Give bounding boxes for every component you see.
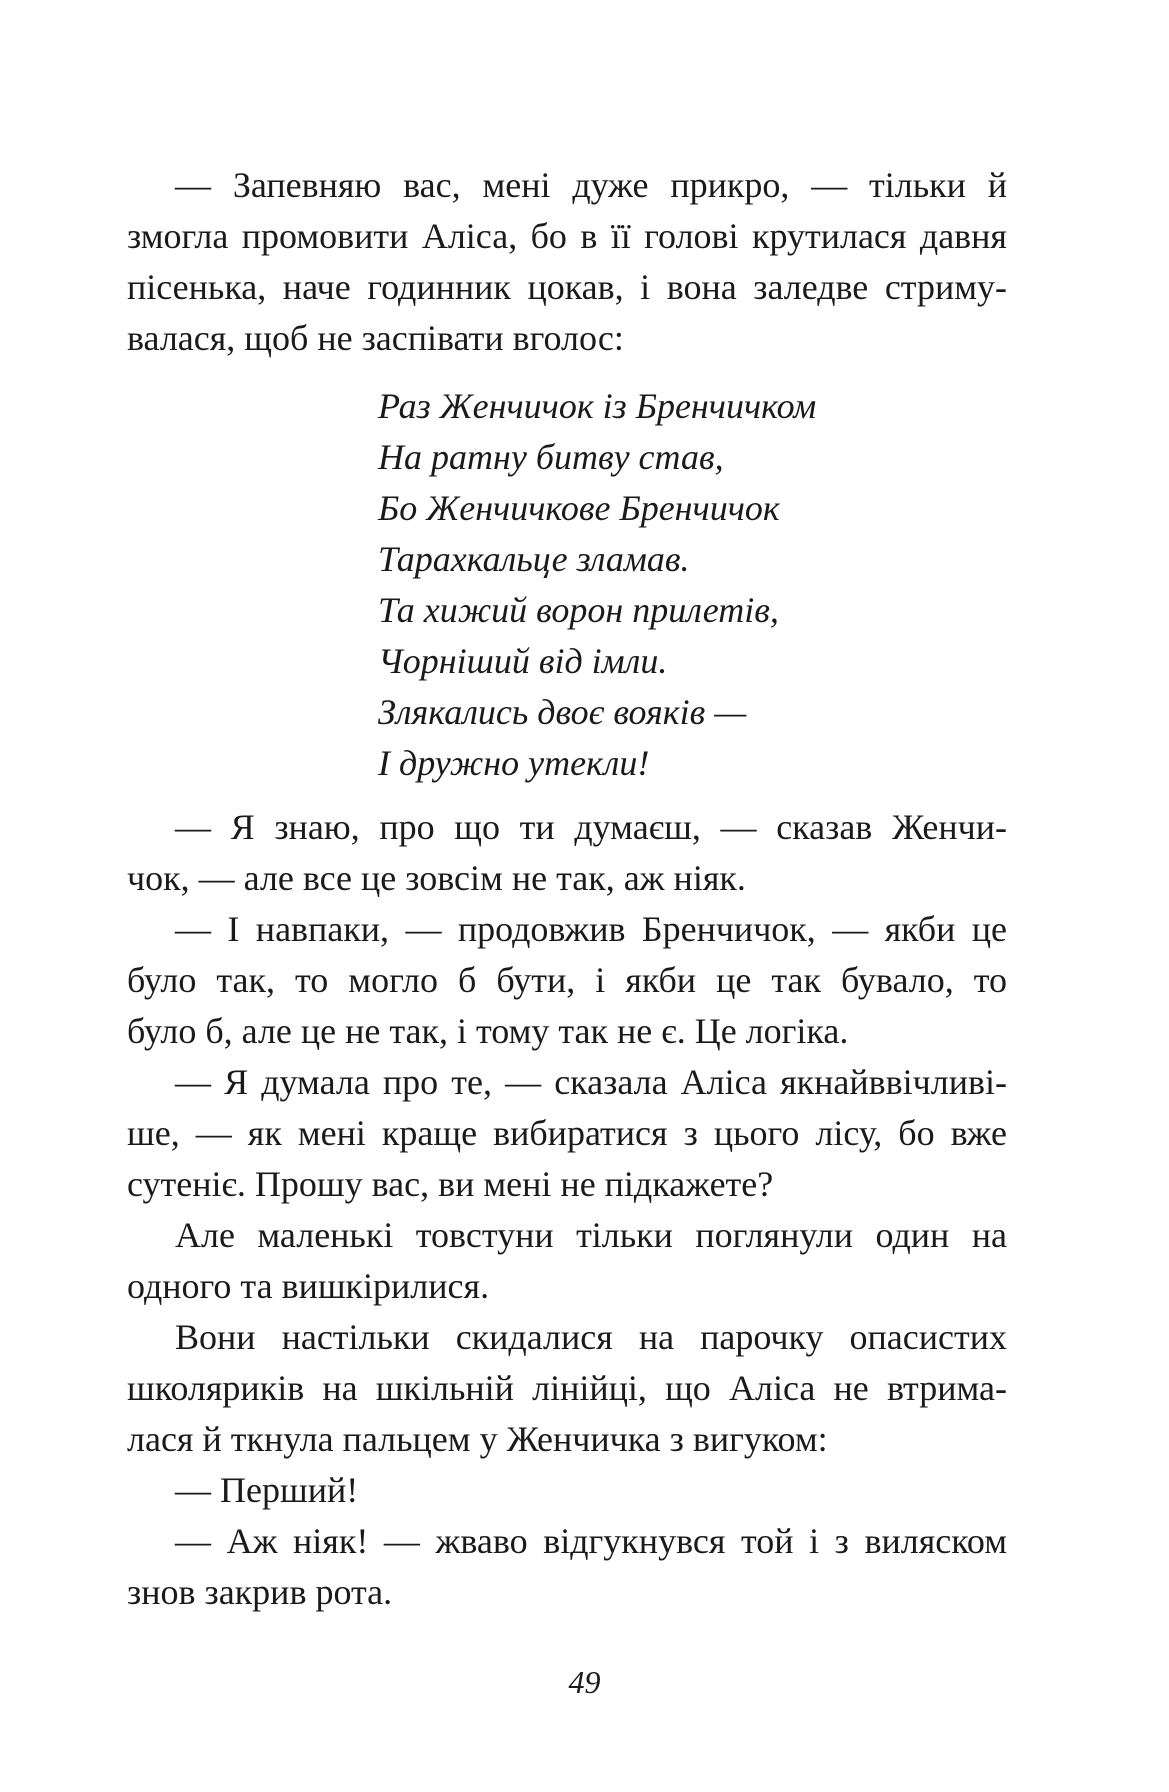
text-line: — Я знаю, про що ти думаєш, — сказав Женчи- bbox=[175, 807, 1007, 847]
text-line: сутеніє. Прошу вас, ви мені не підкажете? bbox=[127, 1164, 774, 1204]
text-line: валася, щоб не заспівати вголос: bbox=[127, 318, 624, 358]
text-line: пісенька, наче годинник цокав, і вона заледве стриму- bbox=[127, 267, 1007, 307]
text-line: — Перший! bbox=[175, 1470, 359, 1510]
poem-line: На ратну битву став, bbox=[378, 437, 724, 477]
paragraph-2 bbox=[127, 802, 1007, 904]
paragraph-6 bbox=[127, 1312, 1007, 1465]
paragraph-7 bbox=[127, 1465, 1007, 1516]
text-line: — Запевняю вас, мені дуже прикро, — тільки й bbox=[175, 165, 1007, 205]
poem-line: Бо Женчичкове Бренчичок bbox=[378, 488, 780, 528]
paragraph-4 bbox=[127, 1057, 1007, 1210]
poem-line: І дружно утекли! bbox=[378, 743, 650, 783]
text-line: — Я думала про те, — сказала Аліса якнайввічливі- bbox=[175, 1062, 1007, 1102]
poem bbox=[378, 381, 816, 789]
poem-line: Злякались двоє вояків — bbox=[378, 692, 747, 732]
text-line: Але маленькі товстуни тільки поглянули один на bbox=[175, 1215, 1007, 1255]
paragraph-1 bbox=[127, 160, 1007, 364]
poem-line: Раз Женчичок із Бренчичком bbox=[378, 386, 817, 426]
text-line: змогла промовити Аліса, бо в її голові крутилася давня bbox=[127, 216, 1007, 256]
poem-line: Та хижий ворон прилетів, bbox=[378, 590, 779, 630]
paragraph-5 bbox=[127, 1210, 1007, 1312]
text-line: було б, але це не так, і тому так не є. Це логіка. bbox=[127, 1011, 849, 1051]
text-line: одного та вишкірилися. bbox=[127, 1266, 490, 1306]
page-number: 49 bbox=[568, 1664, 601, 1700]
text-line: школяриків на шкільній лінійці, що Аліса не втрима- bbox=[127, 1368, 1007, 1408]
text-line: знов закрив рота. bbox=[127, 1572, 393, 1612]
paragraph-8 bbox=[127, 1516, 1007, 1618]
poem-line: Тарахкальце зламав. bbox=[378, 539, 690, 579]
text-line: лася й ткнула пальцем у Женчичка з вигуком: bbox=[127, 1419, 828, 1459]
body-text bbox=[127, 802, 1007, 1618]
text-line: ше, — як мені краще вибиратися з цього лісу, бо вже bbox=[127, 1113, 1007, 1153]
text-line: — Аж ніяк! — жваво відгукнувся той і з виляском bbox=[175, 1521, 1007, 1561]
text-line: — І навпаки, — продовжив Бренчичок, — якби це bbox=[175, 909, 1007, 949]
paragraph-3 bbox=[127, 904, 1007, 1057]
text-line: Вони настільки скидалися на парочку опасистих bbox=[175, 1317, 1007, 1357]
text-line: чок, — але все це зовсім не так, аж ніяк. bbox=[127, 858, 746, 898]
text-line: було так, то могло б бути, і якби це так бувало, то bbox=[127, 960, 1007, 1000]
poem-line: Чорніший від імли. bbox=[378, 641, 668, 681]
